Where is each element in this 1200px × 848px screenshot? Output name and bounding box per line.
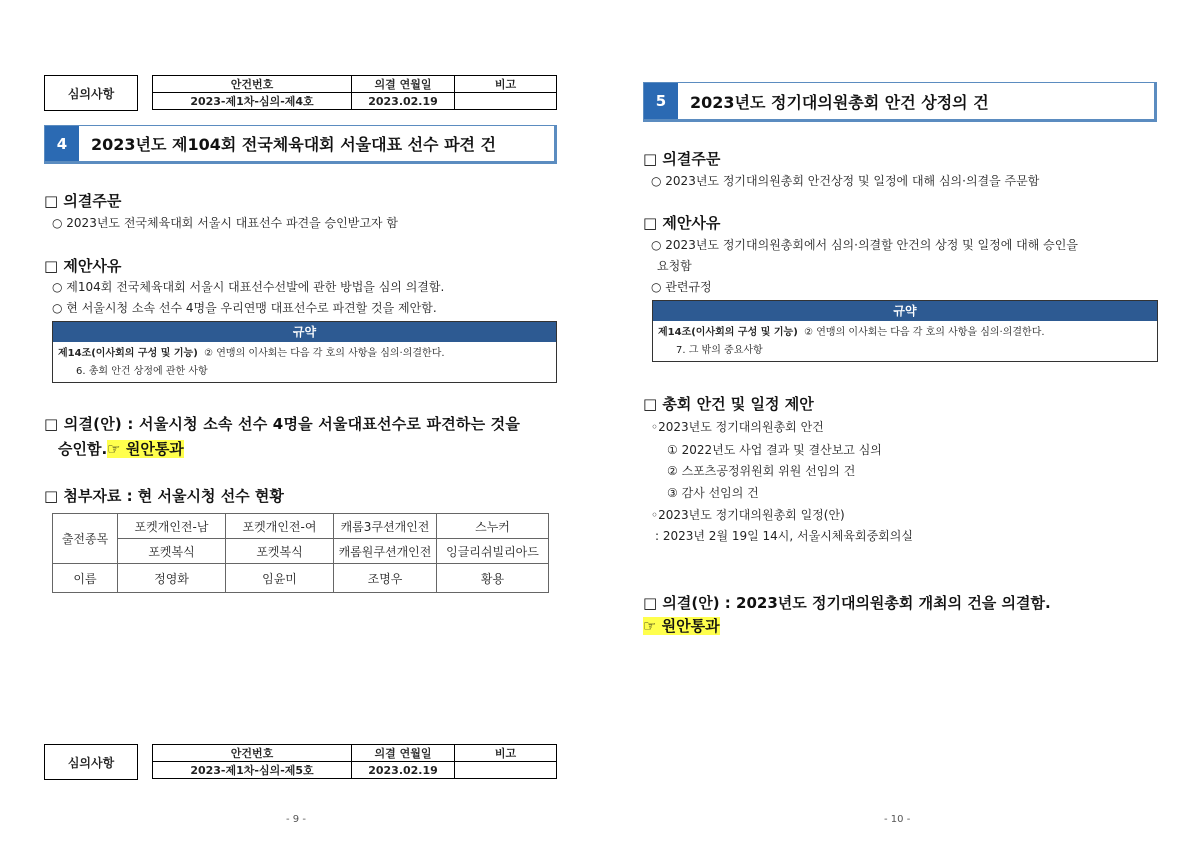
resolution-line2 <box>58 438 184 459</box>
reason-line: ○ 관련규정 <box>651 280 712 294</box>
agenda-title-bar <box>643 82 1157 122</box>
name-cell: 정영화 <box>118 564 226 593</box>
attachment-heading: □ 첨부자료 : 현 서울시청 선수 현황 <box>44 487 284 505</box>
reason-line: ○ 제104회 전국체육대회 서울시 대표선수선발에 관한 방법을 심의 의결함. <box>52 280 445 294</box>
event-cell: 포켓복식 <box>226 539 334 564</box>
event-cell: 포켓복식 <box>118 539 226 564</box>
meta-header-date: 의결 연월일 <box>352 745 455 762</box>
agenda-title: 2023년도 제104회 전국체육대회 서울대표 선수 파견 건 <box>91 135 497 154</box>
name-cell: 조명우 <box>334 564 437 593</box>
regulation-item: 6. 총회 안건 상정에 관한 사항 <box>76 366 208 377</box>
decision-text: ○ 2023년도 정기대의원총회 안건상정 및 일정에 대해 심의·의결을 주문함 <box>651 174 1040 188</box>
decision-heading: □ 의결주문 <box>44 192 122 210</box>
agenda-number: 4 <box>45 126 79 161</box>
regulation-body <box>53 342 556 384</box>
meta-label: 심의사항 <box>67 86 115 101</box>
meta-value-date: 2023.02.19 <box>352 93 455 110</box>
page-number: - 10 - <box>884 814 911 825</box>
attachment-table <box>52 513 549 593</box>
event-cell: 스누커 <box>437 514 549 539</box>
meta-value-number: 2023-제1차-심의-제4호 <box>153 93 352 110</box>
proposal-schedule-title: ◦2023년도 정기대의원총회 일정(안) <box>651 508 845 522</box>
decision-text: ○ 2023년도 전국체육대회 서울시 대표선수 파견을 승인받고자 함 <box>52 216 398 230</box>
agenda-title: 2023년도 정기대의원총회 안건 상정의 건 <box>690 92 989 112</box>
decision-heading: □ 의결주문 <box>643 150 721 168</box>
reason-heading: □ 제안사유 <box>643 214 721 232</box>
reason-heading: □ 제안사유 <box>44 257 122 275</box>
meta-header-number: 안건번호 <box>153 76 352 93</box>
regulation-header: 규약 <box>53 322 556 342</box>
pass-badge: ☞ 원안통과 <box>643 617 720 635</box>
resolution-line1: □ 의결(안) : 서울시청 소속 선수 4명을 서울대표선수로 파견하는 것을 <box>44 415 521 433</box>
agenda-title-bar <box>44 125 557 164</box>
regulation-article: 제14조(이사회의 구성 및 기능) <box>58 348 198 359</box>
pass-badge: ☞ 원안통과 <box>107 440 184 458</box>
meta-header-number: 안건번호 <box>153 745 352 762</box>
meta-label-box <box>44 744 138 780</box>
event-cell: 캐롬원쿠션개인전 <box>334 539 437 564</box>
proposal-heading: □ 총회 안건 및 일정 제안 <box>643 395 814 413</box>
proposal-item: ② 스포츠공정위원회 위원 선임의 건 <box>667 464 856 478</box>
event-cell: 포켓개인전-남 <box>118 514 226 539</box>
meta-table <box>152 744 557 779</box>
regulation-box <box>652 300 1158 362</box>
meta-label-box <box>44 75 138 111</box>
meta-value-date: 2023.02.19 <box>352 762 455 779</box>
regulation-article: 제14조(이사회의 구성 및 기능) <box>658 327 798 338</box>
name-cell: 황용 <box>437 564 549 593</box>
regulation-clause: ② 연맹의 이사회는 다음 각 호의 사항을 심의·의결한다. <box>204 348 445 359</box>
event-cell: 캐롬3쿠션개인전 <box>334 514 437 539</box>
resolution-line2 <box>643 615 720 636</box>
regulation-header: 규약 <box>653 301 1157 321</box>
proposal-schedule: : 2023년 2월 19일 14시, 서울시체육회중회의실 <box>655 529 913 543</box>
meta-value-number: 2023-제1차-심의-제5호 <box>153 762 352 779</box>
resolution-approve-text: 승인함. <box>58 440 108 458</box>
proposal-agenda-title: ◦2023년도 정기대의원총회 안건 <box>651 420 824 434</box>
reason-line: 요청함 <box>657 259 692 273</box>
resolution-line1: □ 의결(안) : 2023년도 정기대의원총회 개최의 건을 의결함. <box>643 594 1051 612</box>
meta-table <box>152 75 557 110</box>
reason-line: ○ 현 서울시청 소속 선수 4명을 우리연맹 대표선수로 파견할 것을 제안함. <box>52 301 437 315</box>
meta-label: 심의사항 <box>67 755 115 770</box>
meta-value-note <box>455 93 557 110</box>
proposal-item: ① 2022년도 사업 결과 및 결산보고 심의 <box>667 443 882 457</box>
regulation-item: 7. 그 밖의 중요사항 <box>676 345 763 356</box>
regulation-clause: ② 연맹의 이사회는 다음 각 호의 사항을 심의·의결한다. <box>804 327 1045 338</box>
regulation-box <box>52 321 557 383</box>
event-cell: 포켓개인전-여 <box>226 514 334 539</box>
meta-header-note: 비고 <box>455 745 557 762</box>
event-cell: 잉글리쉬빌리아드 <box>437 539 549 564</box>
meta-value-note <box>455 762 557 779</box>
meta-header-note: 비고 <box>455 76 557 93</box>
name-cell: 임윤미 <box>226 564 334 593</box>
proposal-item: ③ 감사 선임의 건 <box>667 486 759 500</box>
page-number: - 9 - <box>286 814 306 825</box>
meta-header-date: 의결 연월일 <box>352 76 455 93</box>
reason-line: ○ 2023년도 정기대의원총회에서 심의·의결할 안건의 상정 및 일정에 대해 승인을 <box>651 238 1078 252</box>
row-label-events: 출전종목 <box>53 514 118 564</box>
row-label-names: 이름 <box>53 564 118 593</box>
regulation-body <box>653 321 1157 363</box>
agenda-number: 5 <box>644 83 678 119</box>
